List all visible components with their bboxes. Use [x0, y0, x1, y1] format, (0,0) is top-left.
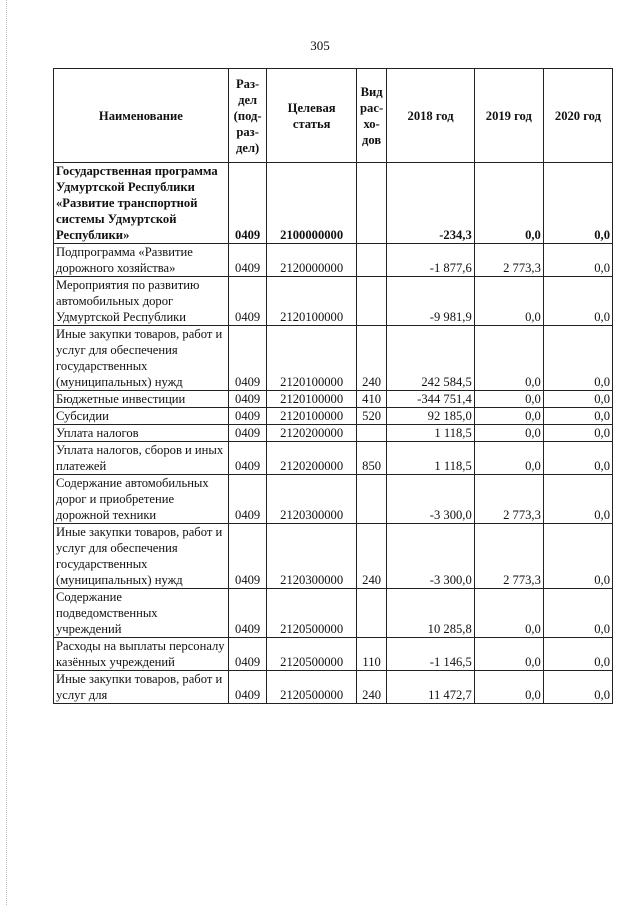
row-section: 0409	[228, 408, 267, 425]
row-type: 410	[356, 391, 386, 408]
budget-table	[53, 68, 613, 704]
header-target-line: статья	[292, 116, 331, 131]
row-name: Государственная программа Удмуртской Республики «Развитие транспортной системы Удмуртской Республики»	[54, 163, 229, 244]
row-2018: -1 146,5	[387, 638, 474, 671]
header-name: Наименование	[54, 69, 229, 163]
header-2020: 2020 год	[543, 69, 612, 163]
row-section: 0409	[228, 244, 267, 277]
row-type: 240	[356, 326, 386, 391]
table-row	[54, 442, 613, 475]
row-section: 0409	[228, 671, 267, 704]
table-row	[54, 408, 613, 425]
row-2018: 1 118,5	[387, 442, 474, 475]
row-2020: 0,0	[543, 638, 612, 671]
table-row	[54, 524, 613, 589]
row-2018: 1 118,5	[387, 425, 474, 442]
header-section-line: дел)	[236, 140, 260, 155]
table-row	[54, 244, 613, 277]
row-2020: 0,0	[543, 163, 612, 244]
row-section: 0409	[228, 163, 267, 244]
row-target: 2120100000	[267, 326, 356, 391]
row-target: 2120300000	[267, 524, 356, 589]
row-type: 240	[356, 524, 386, 589]
row-2020: 0,0	[543, 442, 612, 475]
row-2019: 0,0	[474, 442, 543, 475]
page-number: 305	[310, 38, 330, 53]
row-2020: 0,0	[543, 671, 612, 704]
row-target: 2120000000	[267, 244, 356, 277]
table-header-row	[54, 69, 613, 163]
header-type-line: хо-	[363, 116, 380, 131]
row-type: 850	[356, 442, 386, 475]
header-type-line: рас-	[360, 100, 384, 115]
row-2020: 0,0	[543, 326, 612, 391]
row-2019: 0,0	[474, 671, 543, 704]
row-2019: 2 773,3	[474, 475, 543, 524]
row-2019: 0,0	[474, 391, 543, 408]
table-row	[54, 475, 613, 524]
row-target: 2120100000	[267, 277, 356, 326]
row-type	[356, 425, 386, 442]
table-row	[54, 326, 613, 391]
row-2019: 2 773,3	[474, 524, 543, 589]
page-edge-line	[6, 0, 8, 905]
row-name: Бюджетные инвестиции	[54, 391, 229, 408]
row-2018: 11 472,7	[387, 671, 474, 704]
table-row	[54, 163, 613, 244]
row-2019: 0,0	[474, 638, 543, 671]
row-2019: 0,0	[474, 408, 543, 425]
header-2018: 2018 год	[387, 69, 474, 163]
row-2020: 0,0	[543, 425, 612, 442]
row-2019: 0,0	[474, 589, 543, 638]
header-2019: 2019 год	[474, 69, 543, 163]
table-row	[54, 638, 613, 671]
table-row	[54, 589, 613, 638]
row-name: Уплата налогов	[54, 425, 229, 442]
row-2020: 0,0	[543, 589, 612, 638]
row-name: Подпрограмма «Развитие дорожного хозяйства»	[54, 244, 229, 277]
header-section-line: Раз-	[235, 76, 260, 91]
row-type	[356, 589, 386, 638]
header-type-line: Вид	[360, 84, 383, 99]
row-type: 240	[356, 671, 386, 704]
row-section: 0409	[228, 277, 267, 326]
table-row	[54, 277, 613, 326]
row-2020: 0,0	[543, 277, 612, 326]
row-name: Иные закупки товаров, работ и услуг для обеспечения государственных (муниципальных) нужд	[54, 326, 229, 391]
row-section: 0409	[228, 475, 267, 524]
row-2018: -1 877,6	[387, 244, 474, 277]
header-section-line: раз-	[236, 124, 259, 139]
row-2020: 0,0	[543, 391, 612, 408]
row-name: Субсидии	[54, 408, 229, 425]
header-section-line: дел	[238, 92, 258, 107]
row-2018: -9 981,9	[387, 277, 474, 326]
row-section: 0409	[228, 589, 267, 638]
row-2018: 92 185,0	[387, 408, 474, 425]
row-section: 0409	[228, 638, 267, 671]
row-section: 0409	[228, 524, 267, 589]
row-2020: 0,0	[543, 524, 612, 589]
row-target: 2120100000	[267, 408, 356, 425]
row-2019: 0,0	[474, 326, 543, 391]
row-name: Содержание автомобильных дорог и приобретение дорожной техники	[54, 475, 229, 524]
row-name: Уплата налогов, сборов и иных платежей	[54, 442, 229, 475]
table-row	[54, 391, 613, 408]
row-2019: 0,0	[474, 163, 543, 244]
row-target: 2120300000	[267, 475, 356, 524]
row-2020: 0,0	[543, 475, 612, 524]
row-type	[356, 475, 386, 524]
row-name: Содержание подведомственных учреждений	[54, 589, 229, 638]
row-2020: 0,0	[543, 408, 612, 425]
row-target: 2120100000	[267, 391, 356, 408]
row-name: Иные закупки товаров, работ и услуг для обеспечения государственных (муниципальных) нужд	[54, 524, 229, 589]
row-target: 2120500000	[267, 671, 356, 704]
row-name: Мероприятия по развитию автомобильных дорог Удмуртской Республики	[54, 277, 229, 326]
row-name: Иные закупки товаров, работ и услуг для	[54, 671, 229, 704]
row-type	[356, 277, 386, 326]
row-2019: 0,0	[474, 277, 543, 326]
header-target-line: Целевая	[287, 100, 336, 115]
row-2018: -3 300,0	[387, 524, 474, 589]
row-section: 0409	[228, 391, 267, 408]
row-section: 0409	[228, 425, 267, 442]
row-2018: -344 751,4	[387, 391, 474, 408]
header-section-line: (под-	[233, 108, 262, 123]
row-2018: 10 285,8	[387, 589, 474, 638]
table-row	[54, 671, 613, 704]
row-2018: 242 584,5	[387, 326, 474, 391]
header-target	[267, 69, 356, 163]
row-type	[356, 244, 386, 277]
row-target: 2120500000	[267, 638, 356, 671]
row-2019: 0,0	[474, 425, 543, 442]
row-type	[356, 163, 386, 244]
row-target: 2100000000	[267, 163, 356, 244]
row-target: 2120500000	[267, 589, 356, 638]
row-target: 2120200000	[267, 425, 356, 442]
header-section	[228, 69, 267, 163]
row-2018: -234,3	[387, 163, 474, 244]
row-target: 2120200000	[267, 442, 356, 475]
row-type: 110	[356, 638, 386, 671]
row-section: 0409	[228, 442, 267, 475]
row-type: 520	[356, 408, 386, 425]
row-2018: -3 300,0	[387, 475, 474, 524]
header-type-line: дов	[362, 132, 382, 147]
row-2020: 0,0	[543, 244, 612, 277]
row-section: 0409	[228, 326, 267, 391]
row-2019: 2 773,3	[474, 244, 543, 277]
header-type	[356, 69, 386, 163]
row-name: Расходы на выплаты персоналу казённых учреждений	[54, 638, 229, 671]
table-row	[54, 425, 613, 442]
